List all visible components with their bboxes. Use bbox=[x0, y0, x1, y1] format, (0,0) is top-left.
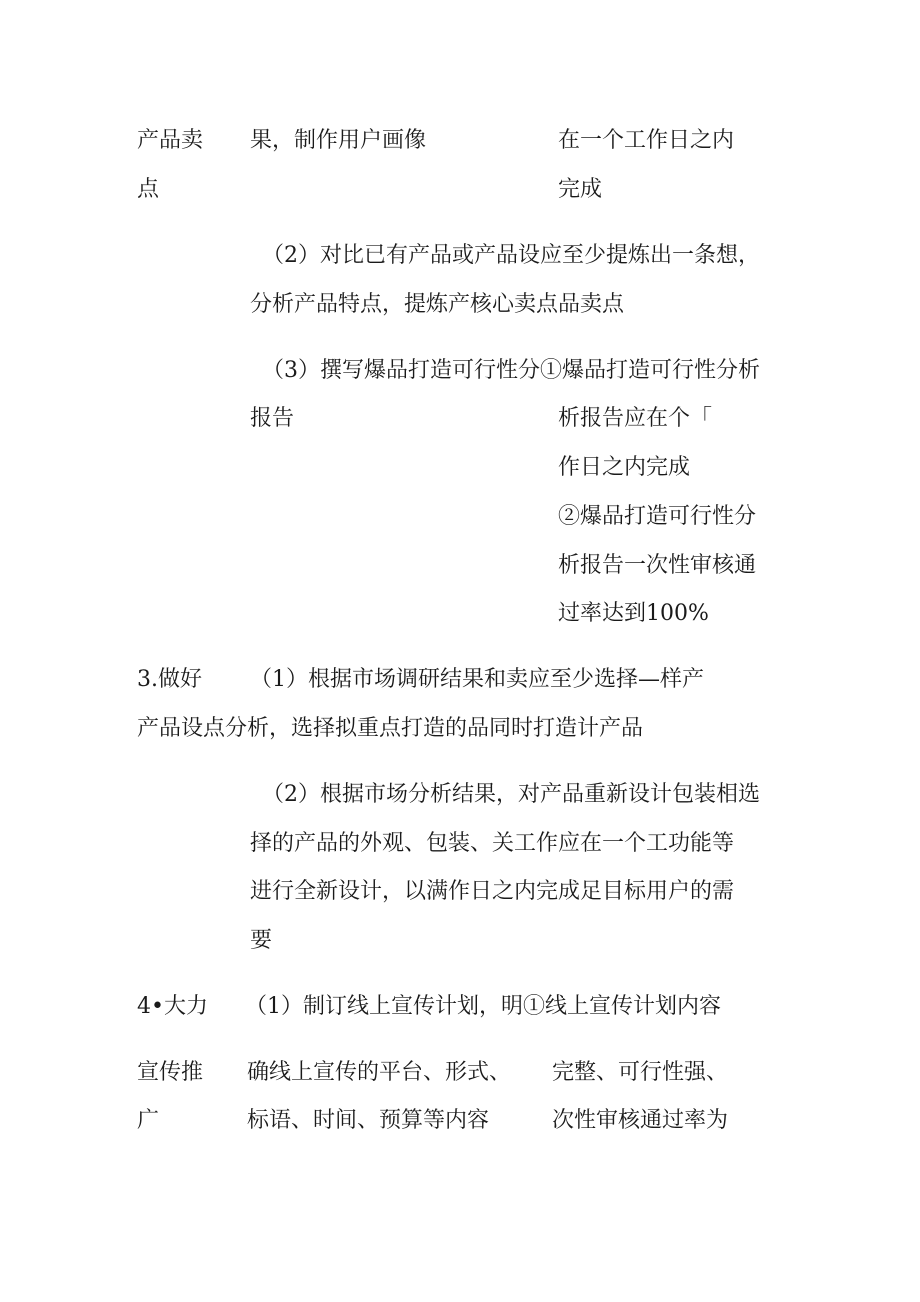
text-line: 宣传推 bbox=[137, 1060, 204, 1085]
text-line: （3）撰写爆品打造可行性分①爆品打造可行性分析 bbox=[262, 358, 760, 383]
text-line: （1）根据市场调研结果和卖应至少选择—样产 bbox=[250, 667, 704, 692]
text-line: 报告 bbox=[250, 406, 295, 431]
text-line: 完整、可行性强、 bbox=[552, 1060, 729, 1085]
text-line: 4•大力 bbox=[137, 994, 208, 1019]
text-line: 析报告应在个「 bbox=[558, 406, 713, 431]
text-line: 完成 bbox=[558, 177, 603, 202]
text-line: 点 bbox=[137, 177, 160, 202]
text-line: （2）根据市场分析结果，对产品重新设计包装相选 bbox=[262, 782, 760, 807]
text-line: 确线上宣传的平台、形式、 bbox=[247, 1060, 512, 1085]
text-line: 分析产品特点，提炼产核心卖点品卖点 bbox=[250, 292, 625, 317]
text-line: 过率达到100% bbox=[558, 601, 709, 626]
text-line: 析报告一次性审核通 bbox=[558, 553, 757, 578]
text-line: ②爆品打造可行性分 bbox=[558, 504, 757, 529]
text-line: 要 bbox=[250, 928, 273, 953]
text-line: （1）制订线上宣传计划，明①线上宣传计划内容 bbox=[245, 994, 721, 1019]
text-line: 在一个工作日之内 bbox=[558, 128, 735, 153]
text-line: 产品设点分析，选择拟重点打造的品同时打造计产品 bbox=[137, 716, 644, 741]
text-line: 产品卖 bbox=[137, 128, 204, 153]
text-line: 进行全新设计，以满作日之内完成足目标用户的需 bbox=[250, 879, 735, 904]
text-line: 广 bbox=[137, 1108, 160, 1133]
text-line: 3.做好 bbox=[137, 667, 202, 692]
text-line: 次性审核通过率为 bbox=[552, 1108, 729, 1133]
text-line: 标语、时间、预算等内容 bbox=[247, 1108, 490, 1133]
text-line: 作日之内完成 bbox=[558, 455, 691, 480]
text-line: 果，制作用户画像 bbox=[250, 128, 427, 153]
text-line: （2）对比已有产品或产品设应至少提炼出一条想， bbox=[262, 243, 760, 268]
text-line: 择的产品的外观、包装、关工作应在一个工功能等 bbox=[250, 831, 735, 856]
